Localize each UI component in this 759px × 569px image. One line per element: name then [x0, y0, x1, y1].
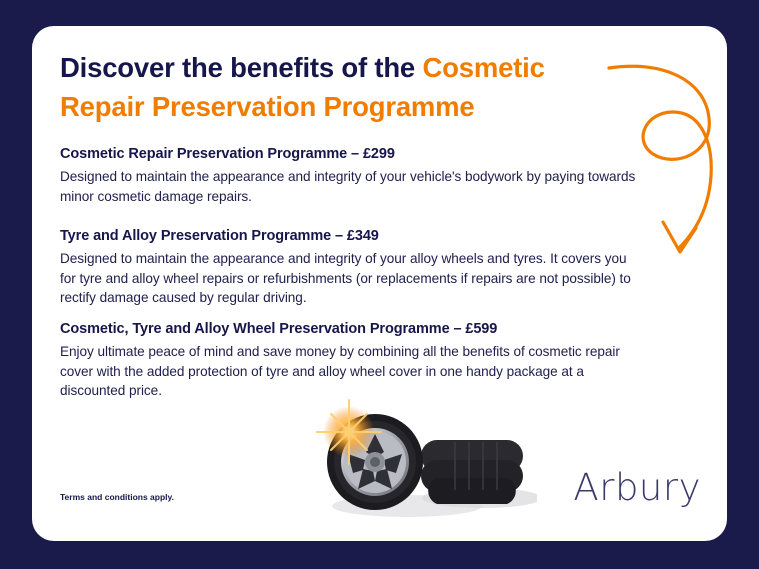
content-card	[32, 26, 727, 541]
tyres-illustration	[287, 394, 537, 522]
programme-body: Designed to maintain the appearance and integrity of your vehicle's bodywork by paying towards minor cosmetic damage repairs.	[60, 169, 636, 204]
programme-body: Designed to maintain the appearance and integrity of your alloy wheels and tyres. It covers you for tyre and alloy wheel repairs or refurbishments (or replacements if repairs are not possible) to rectify damage caused by regular driving.	[60, 251, 631, 305]
page-title	[60, 48, 640, 126]
headline-text-accent-2: Repair Preservation Programme	[60, 91, 475, 122]
programme-section	[60, 226, 640, 308]
headline-text-accent-1: Cosmetic	[422, 52, 545, 83]
programme-body: Enjoy ultimate peace of mind and save money by combining all the benefits of cosmetic repair cover with the added protection of tyre and alloy wheel cover in one handy package at a discounted price.	[60, 344, 620, 398]
programme-title: Tyre and Alloy Preservation Programme – £349	[60, 228, 379, 244]
headline-text-primary: Discover the benefits of the	[60, 52, 423, 83]
programme-section	[60, 144, 640, 206]
brand-logo: Arbury	[573, 466, 701, 509]
programme-title: Cosmetic Repair Preservation Programme – £299	[60, 146, 395, 162]
terms-and-conditions: Terms and conditions apply.	[60, 492, 174, 502]
programme-title: Cosmetic, Tyre and Alloy Wheel Preservation Programme – £599	[60, 321, 498, 337]
programme-section	[60, 319, 640, 401]
